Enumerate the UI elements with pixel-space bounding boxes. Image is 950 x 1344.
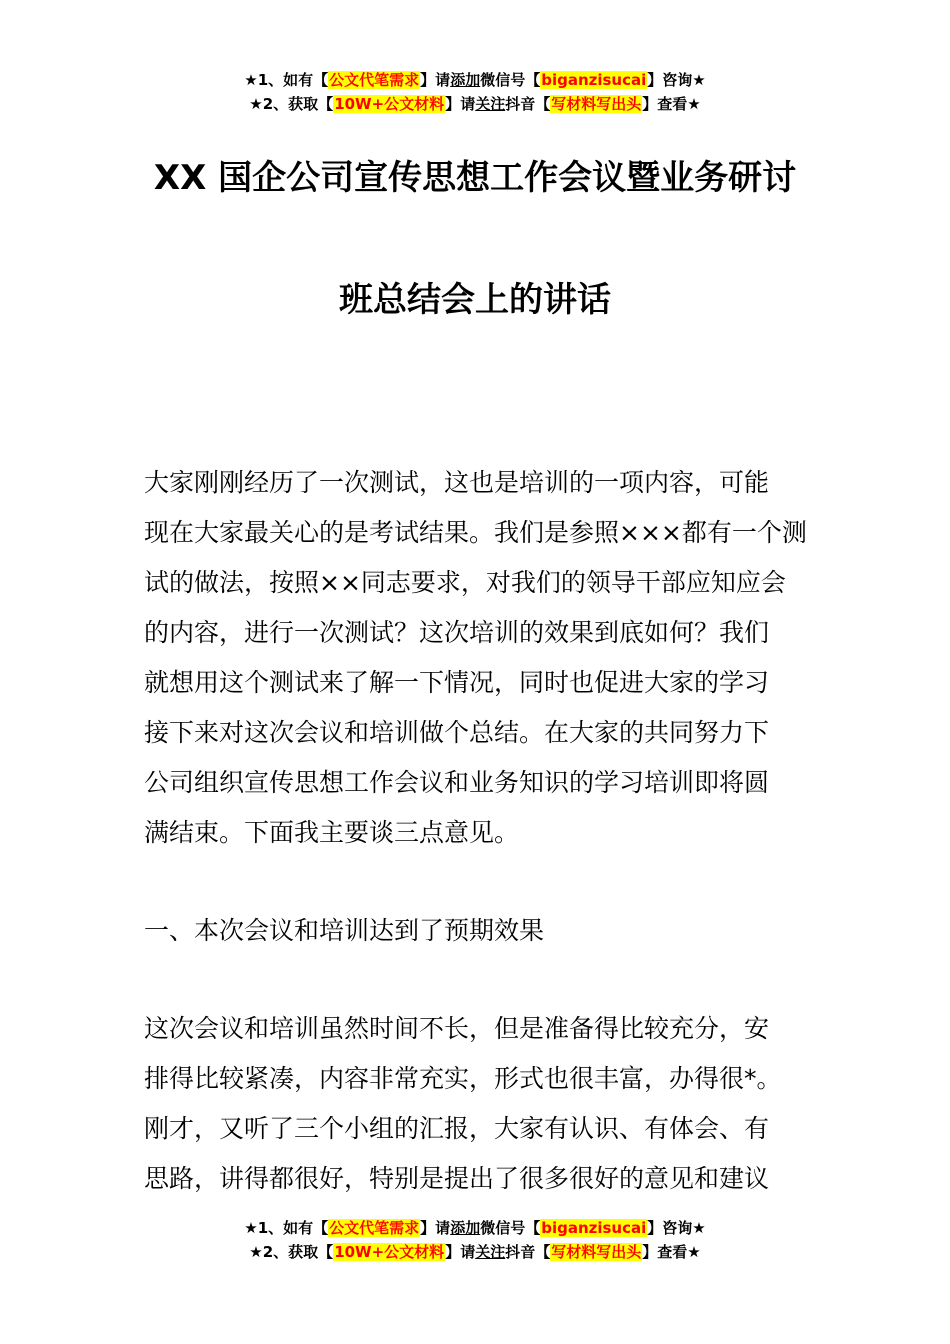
banner-line-1	[0, 68, 950, 92]
text-line: 接下来对这次会议和培训做个总结。在大家的共同努力下	[144, 718, 770, 747]
text-line: 试的做法，按照××同志要求，对我们的领导干部应知应会	[144, 568, 786, 597]
banner-text: 】咨询★	[647, 1219, 706, 1237]
banner-highlight: biganzisucai	[541, 71, 647, 89]
paragraph-section-1	[144, 1004, 806, 1204]
banner-text: 抖音【	[505, 95, 551, 113]
banner-line-2	[0, 92, 950, 116]
text-line: 的内容，进行一次测试？这次培训的效果到底如何？我们	[144, 618, 770, 647]
banner-underlined: 关注	[475, 1243, 506, 1261]
banner-underlined: 添加	[450, 71, 481, 89]
banner-highlight: 写材料写出头	[551, 95, 642, 113]
banner-highlight: 10W+公文材料	[334, 95, 445, 113]
banner-text: 抖音【	[505, 1243, 551, 1261]
banner-line-2	[0, 1240, 950, 1264]
banner-text: 】请	[420, 1219, 451, 1237]
banner-highlight: 公文代笔需求	[329, 1219, 420, 1237]
text-line: 思路，讲得都很好，特别是提出了很多很好的意见和建议	[144, 1164, 770, 1193]
text-line: 大家刚刚经历了一次测试，这也是培训的一项内容，可能	[144, 468, 770, 497]
page-title-line-2: 班总结会上的讲话	[339, 280, 611, 320]
banner-text: 】查看★	[642, 95, 701, 113]
text-line: 刚才，又听了三个小组的汇报，大家有认识、有体会、有	[144, 1114, 770, 1143]
text-line: 排得比较紧凑，内容非常充实，形式也很丰富，办得很*。	[144, 1064, 782, 1093]
banner-highlight: 10W+公文材料	[334, 1243, 445, 1261]
page-title-line-1: XX 国企公司宣传思想工作会议暨业务研讨	[153, 158, 797, 198]
banner-text: 微信号【	[480, 1219, 541, 1237]
banner-text: 】请	[445, 1243, 476, 1261]
banner-text: 微信号【	[480, 71, 541, 89]
text-line: 满结束。下面我主要谈三点意见。	[144, 818, 520, 847]
banner-underlined: 添加	[450, 1219, 481, 1237]
text-line: 就想用这个测试来了解一下情况，同时也促进大家的学习	[144, 668, 770, 697]
banner-underlined: 关注	[475, 95, 506, 113]
paragraph-intro	[144, 458, 806, 858]
heading-text: 一、本次会议和培训达到了预期效果	[144, 916, 545, 945]
banner-text: ★1、如有【	[244, 71, 329, 89]
banner-text: 】查看★	[642, 1243, 701, 1261]
header-banner	[0, 68, 950, 116]
banner-line-1	[0, 1216, 950, 1240]
footer-banner	[0, 1216, 950, 1264]
text-line: 这次会议和培训虽然时间不长，但是准备得比较充分，安	[144, 1014, 770, 1043]
banner-highlight: biganzisucai	[541, 1219, 647, 1237]
banner-text: ★2、获取【	[249, 95, 334, 113]
banner-text: 】咨询★	[647, 71, 706, 89]
text-line: 现在大家最关心的是考试结果。我们是参照×××都有一个测	[144, 518, 807, 547]
text-line: 公司组织宣传思想工作会议和业务知识的学习培训即将圆	[144, 768, 770, 797]
banner-text: ★2、获取【	[249, 1243, 334, 1261]
banner-text: 】请	[445, 95, 476, 113]
banner-text: 】请	[420, 71, 451, 89]
section-heading-1	[144, 906, 806, 956]
banner-highlight: 公文代笔需求	[329, 71, 420, 89]
banner-text: ★1、如有【	[244, 1219, 329, 1237]
banner-highlight: 写材料写出头	[551, 1243, 642, 1261]
